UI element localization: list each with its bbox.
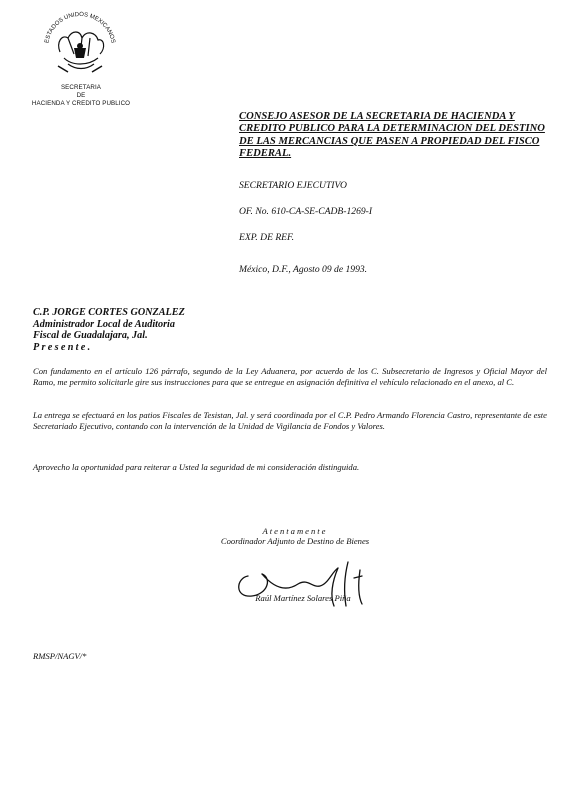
office-label: SECRETARIO EJECUTIVO [239,180,347,191]
closing-salutation: Atentamente [262,526,328,536]
signer-role: Coordinador Adjunto de Destino de Bienes [220,536,370,546]
body-paragraph: Con fundamento en el artículo 126 párrafo, segundo de la Ley Aduanera, por acuerdo de los C. Subsecretario de Ingresos y Oficial Mayor del Ramo, me permito solicitarle gire sus instrucciones para que se entregue en asignación definitiva el vehículo relacionado en el anexo, al C. [33,366,547,388]
council-title: CONSEJO ASESOR DE LA SECRETARIA DE HACIENDA Y CREDITO PUBLICO PARA LA DETERMINACION DEL DESTINO DE LAS MERCANCIAS QUE PASEN A PROPIEDAD DEL FISCO FEDERAL. [239,111,545,160]
reference-initials: RMSP/NAGV/* [33,651,87,661]
addressee-title-line: Administrador Local de Auditoria [33,318,175,330]
addressee-title-line: Fiscal de Guadalajara, Jal. [33,330,148,342]
greeting: Presente. [33,341,93,353]
department-block [20,84,142,108]
department-line: DE [76,92,86,99]
signer-name: Raúl Martínez Solares Piña [255,593,351,603]
closing-block [200,526,390,546]
addressee-block [33,307,185,353]
svg-text:ESTADOS UNIDOS MEXICANOS: ESTADOS UNIDOS MEXICANOS [44,11,116,44]
addressee-name: C.P. JORGE CORTES GONZALEZ [33,307,185,318]
place-date: México, D.F., Agosto 09 de 1993. [239,264,368,275]
department-line: SECRETARIA [60,84,102,91]
mexican-coat-of-arms-seal [38,8,122,78]
body-paragraph: La entrega se efectuará en los patios Fiscales de Tesistan, Jal. y será coordinada por el C.P. Pedro Armando Florencia Castro, representante de este Secretariado Ejecutivo, contando con la intervención de la Unidad de Vigilancia de Fondos y Valores. [33,410,547,432]
body-paragraph: Aprovecho la oportunidad para reiterar a Usted la seguridad de mi consideración distinguida. [33,462,360,472]
file-reference: EXP. DE REF. [239,232,295,243]
reference-number: OF. No. 610-CA-SE-CADB-1269-I [239,206,373,217]
department-line: HACIENDA Y CREDITO PUBLICO [31,100,131,107]
